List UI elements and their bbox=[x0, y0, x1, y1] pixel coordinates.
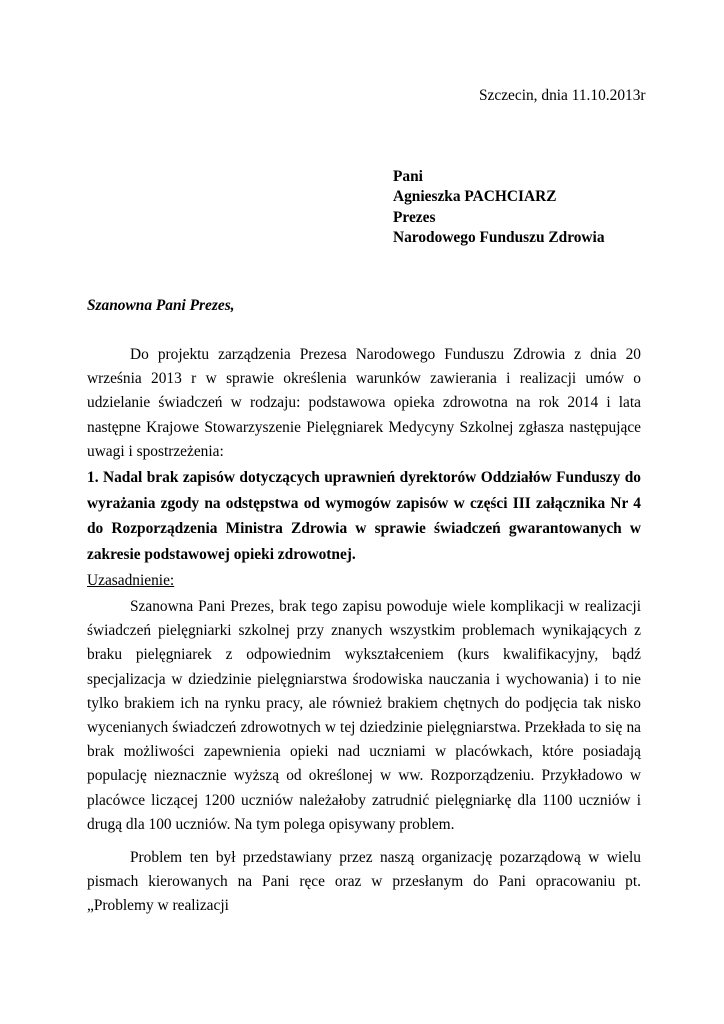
justification-paragraph: Szanowna Pani Prezes, brak tego zapisu powoduje wiele komplikacji w realizacji świadczeń pielęgniarki szkolnej przy znanych wszystkim problemach wynikających z braku pielęgniarek z odpowiednim wykształceniem (kurs kwalifikacyjny, bądź specjalizacja w dziedzinie pielęgniarstwa środowiska nauczania i wychowania) i to nie tylko brakiem ich na rynku pracy, ale również brakiem chętnych do podjęcia tak nisko wycenianych świadczeń zdrowotnych w tej dziedzinie pielęgniarstwa. Przekłada to się na brak możliwości zapewnienia opieki nad uczniami w placówkach, które posiadają populację nieznacznie wyższą od określonej w ww. Rozporządzeniu. Przykładowo w placówce liczącej 1200 uczniów należałoby zatrudnić pielęgniarkę dla 1100 uczniów i drugą dla 100 uczniów. Na tym polega opisywany problem. bbox=[87, 598, 641, 833]
recipient-block bbox=[393, 167, 605, 248]
recipient-title: Pani bbox=[393, 168, 423, 185]
recipient-position: Prezes bbox=[393, 208, 436, 226]
intro-paragraph: Do projektu zarządzenia Prezesa Narodowego Funduszu Zdrowia z dnia 20 września 2013 r w sprawie określenia warunków zawierania i realizacji umów o udzielanie świadczeń w rodzaju: podstawowa opieka zdrowotna na rok 2014 i lata następne Krajowe Stowarzyszenie Pielęgniarek Medycyny Szkolnej zgłasza następujące uwagi i spostrzeżenia: bbox=[87, 346, 641, 460]
point-1-heading: 1. Nadal brak zapisów dotyczących uprawnień dyrektorów Oddziałów Funduszy do wyrażania zgody na odstępstwa od wymogów zapisów w części III załącznika Nr 4 do Rozporządzenia Ministra Zdrowia w sprawie świadczeń gwarantowanych w zakresie podstawowej opieki zdrowotnej. bbox=[87, 469, 641, 563]
letter-date: Szczecin, dnia 11.10.2013r bbox=[479, 87, 646, 104]
salutation: Szanowna Pani Prezes, bbox=[87, 297, 235, 314]
recipient-institution: Narodowego Funduszu Zdrowia bbox=[393, 228, 605, 246]
recipient-name: Agnieszka PACHCIARZ bbox=[393, 188, 557, 206]
problem-paragraph: Problem ten był przedstawiany przez naszą organizację pozarządową w wielu pismach kierowanych na Pani ręce oraz w przesłanym do Pani opracowaniu pt. „Problemy w realizacji bbox=[87, 849, 641, 915]
justification-label: Uzasadnienie: bbox=[87, 572, 175, 589]
